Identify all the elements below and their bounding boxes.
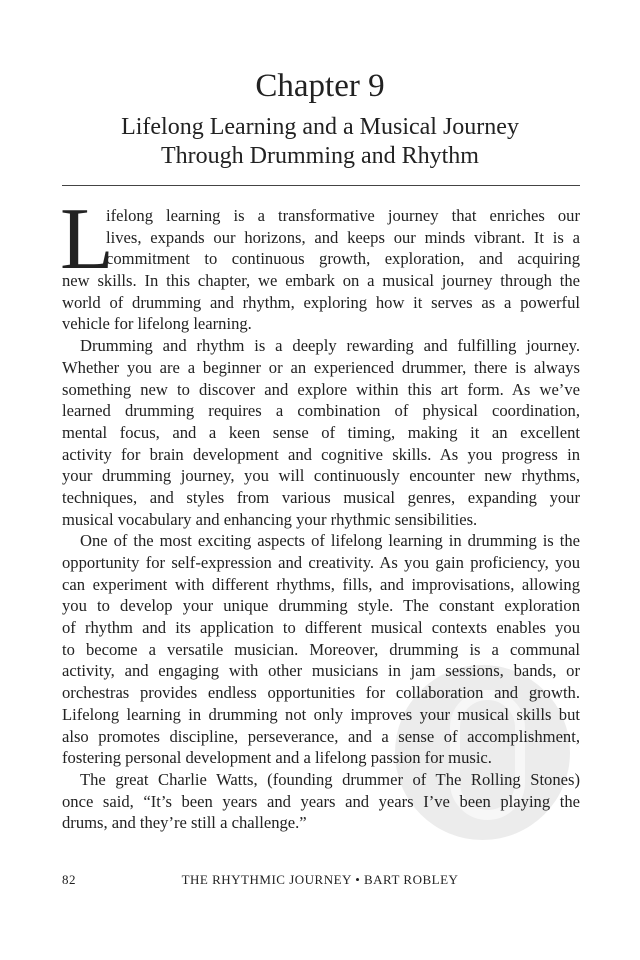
paragraph-3-line: Lifelong learning in drumming not only improves your musical skills but	[62, 704, 580, 724]
paragraph-3-line: activity, and engaging with other musicians in jam sessions, bands, or	[62, 661, 580, 681]
paragraph-3-line: orchestras provides endless opportunities for collaboration and growth.	[62, 683, 580, 703]
paragraph-1-line: ifelong learning is a transformative journey that enriches our	[106, 206, 580, 225]
paragraph-2-line: Whether you are a beginner or an experienced drummer, there is always	[62, 357, 580, 377]
paragraph-3-line: also promotes discipline, perseverance, and a sense of accomplishment,	[62, 726, 580, 746]
running-footer: THE RHYTHMIC JOURNEY • BART ROBLEY	[181, 872, 459, 887]
paragraph-3-line: opportunity for self-expression and creativity. As you gain proficiency, you	[62, 553, 580, 572]
paragraph-1-line: new skills. In this chapter, we embark on a musical journey through the	[62, 271, 580, 291]
paragraph-3-line: to become a versatile musician. Moreover, drumming is a communal	[62, 639, 580, 659]
paragraph-3-line: you to develop your unique drumming style. The constant exploration	[62, 596, 580, 616]
paragraph-4-line: The great Charlie Watts, (founding drummer of The Rolling Stones)	[80, 769, 580, 789]
paragraph-2-line: your drumming journey, you will continuously encounter new rhythms,	[62, 466, 580, 486]
body-text	[62, 205, 580, 834]
paragraph-3-line: of rhythm and its application to different musical contexts enables you	[62, 618, 580, 638]
paragraph-2-line: Drumming and rhythm is a deeply rewarding and fulfilling journey.	[80, 336, 580, 356]
paragraph-3-line: can experiment with different rhythms, fills, and improvisations, allowing	[62, 574, 580, 594]
paragraph-4-line: drums, and they’re still a challenge.”	[62, 813, 307, 833]
drop-cap: L	[60, 191, 114, 288]
paragraph-2-line: learned drumming requires a combination of physical coordination,	[62, 401, 580, 421]
paragraph-4-line: once said, “It’s been years and years and years I’ve been playing the	[62, 791, 580, 811]
paragraph-2-line: something new to discover and explore within this art form. As we’ve	[62, 379, 580, 399]
paragraph-2-line: techniques, and styles from various musical genres, expanding your	[62, 487, 580, 507]
paragraph-1-line: vehicle for lifelong learning.	[62, 314, 252, 334]
paragraph-3-line: fostering personal development and a lifelong passion for music.	[62, 748, 492, 768]
title-divider	[62, 185, 580, 186]
paragraph-1-line: lives, expands our horizons, and keeps our minds vibrant. It is a	[106, 227, 580, 247]
chapter-title-line-2: Through Drumming and Rhythm	[161, 143, 479, 169]
chapter-title-line-1: Lifelong Learning and a Musical Journey	[121, 114, 519, 140]
chapter-number: Chapter 9	[255, 68, 385, 104]
page-number: 82	[62, 872, 76, 887]
paragraph-2-line: mental focus, and a keen sense of timing, making it an excellent	[62, 422, 580, 442]
paragraph-1-line: world of drumming and rhythm, exploring how it serves as a powerful	[62, 292, 580, 312]
paragraph-3-line: One of the most exciting aspects of lifelong learning in drumming is the	[80, 531, 580, 551]
paragraph-1-line: commitment to continuous growth, exploration, and acquiring	[106, 249, 580, 269]
paragraph-2-line: activity for brain development and cognitive skills. As you progress in	[62, 444, 580, 464]
paragraph-2-line: musical vocabulary and enhancing your rhythmic sensibilities.	[62, 509, 478, 529]
